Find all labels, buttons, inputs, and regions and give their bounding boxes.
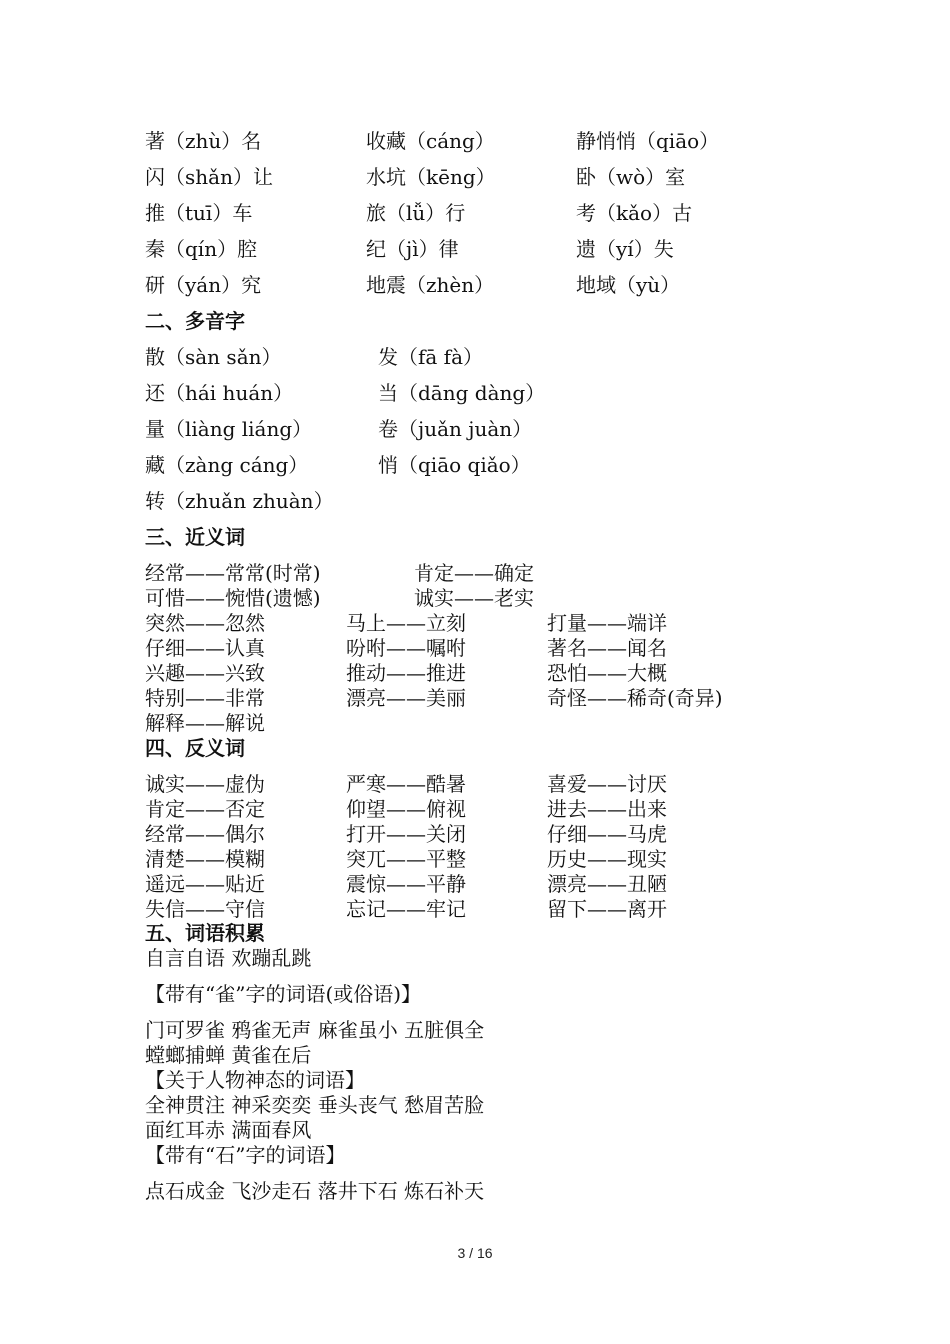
pinyin-item: 遗（yí）失: [576, 237, 674, 261]
polyphonic-item: 量（liàng liáng）: [145, 417, 313, 441]
section-heading-antonyms: 四、反义词: [145, 736, 245, 760]
polyphonic-item: 悄（qiāo qiǎo）: [378, 453, 531, 477]
antonym-pair: 仔细——马虎: [547, 822, 667, 846]
vocabulary-line: 全神贯注 神采奕奕 垂头丧气 愁眉苦脸: [145, 1093, 485, 1117]
antonym-pair: 失信——守信: [145, 897, 265, 921]
synonym-pair: 奇怪——稀奇(奇异): [547, 686, 723, 710]
pinyin-item: 著（zhù）名: [145, 129, 262, 153]
polyphonic-item: 藏（zàng cáng）: [145, 453, 309, 477]
polyphonic-item: 当（dāng dàng）: [378, 381, 546, 405]
antonym-pair: 经常——偶尔: [145, 822, 265, 846]
vocabulary-line: 自言自语 欢蹦乱跳: [145, 946, 312, 970]
antonym-pair: 震惊——平静: [346, 872, 466, 896]
pinyin-item: 收藏（cáng）: [366, 129, 495, 153]
pinyin-item: 卧（wò）室: [576, 165, 686, 189]
antonym-pair: 遥远——贴近: [145, 872, 265, 896]
vocabulary-subheading: 【带有“石”字的词语】: [145, 1143, 346, 1167]
vocabulary-line: 门可罗雀 鸦雀无声 麻雀虽小 五脏俱全: [145, 1018, 485, 1042]
synonym-pair: 突然——忽然: [145, 611, 265, 635]
pinyin-item: 秦（qín）腔: [145, 237, 258, 261]
antonym-pair: 突兀——平整: [346, 847, 466, 871]
antonym-pair: 打开——关闭: [346, 822, 466, 846]
page-number: 3 / 16: [457, 1245, 493, 1261]
pinyin-item: 考（kǎo）古: [576, 201, 693, 225]
synonym-pair: 恐怕——大概: [547, 661, 667, 685]
synonym-pair: 特别——非常: [145, 686, 265, 710]
antonym-pair: 清楚——模糊: [145, 847, 265, 871]
synonym-pair: 经常——常常(时常): [145, 561, 321, 585]
synonym-pair: 漂亮——美丽: [346, 686, 466, 710]
synonym-pair: 可惜——惋惜(遗憾): [145, 586, 321, 610]
polyphonic-item: 卷（juǎn juàn）: [378, 417, 533, 441]
synonym-pair: 仔细——认真: [145, 636, 265, 660]
vocabulary-subheading: 【关于人物神态的词语】: [145, 1068, 365, 1092]
pinyin-item: 旅（lǚ）行: [366, 201, 466, 225]
antonym-pair: 肯定——否定: [145, 797, 265, 821]
synonym-pair: 打量——端详: [547, 611, 667, 635]
pinyin-item: 研（yán）究: [145, 273, 262, 297]
synonym-pair: 吩咐——嘱咐: [346, 636, 466, 660]
synonym-pair: 肯定——确定: [414, 561, 534, 585]
synonym-pair: 解释——解说: [145, 711, 265, 735]
antonym-pair: 忘记——牢记: [346, 897, 466, 921]
vocabulary-subheading: 【带有“雀”字的词语(或俗语)】: [145, 982, 422, 1006]
polyphonic-item: 还（hái huán）: [145, 381, 294, 405]
polyphonic-item: 发（fā fà）: [378, 345, 484, 369]
antonym-pair: 喜爱——讨厌: [547, 772, 667, 796]
pinyin-item: 纪（jì）律: [366, 237, 459, 261]
section-heading-synonyms: 三、近义词: [145, 525, 245, 549]
pinyin-item: 静悄悄（qiāo）: [576, 129, 720, 153]
antonym-pair: 诚实——虚伪: [145, 772, 265, 796]
vocabulary-line: 点石成金 飞沙走石 落井下石 炼石补天: [145, 1179, 485, 1203]
pinyin-item: 闪（shǎn）让: [145, 165, 273, 189]
synonym-pair: 兴趣——兴致: [145, 661, 265, 685]
polyphonic-item: 散（sàn sǎn）: [145, 345, 282, 369]
pinyin-item: 推（tuī）车: [145, 201, 253, 225]
pinyin-item: 地域（yù）: [576, 273, 681, 297]
polyphonic-item: 转（zhuǎn zhuàn）: [145, 489, 334, 513]
antonym-pair: 留下——离开: [547, 897, 667, 921]
section-heading-polyphonic: 二、多音字: [145, 309, 245, 333]
vocabulary-line: 螳螂捕蝉 黄雀在后: [145, 1043, 312, 1067]
antonym-pair: 进去——出来: [547, 797, 667, 821]
pinyin-item: 水坑（kēng）: [366, 165, 496, 189]
synonym-pair: 著名——闻名: [547, 636, 667, 660]
antonym-pair: 仰望——俯视: [346, 797, 466, 821]
pinyin-item: 地震（zhèn）: [366, 273, 495, 297]
vocabulary-line: 面红耳赤 满面春风: [145, 1118, 312, 1142]
antonym-pair: 漂亮——丑陋: [547, 872, 667, 896]
antonym-pair: 严寒——酷暑: [346, 772, 466, 796]
synonym-pair: 推动——推进: [346, 661, 466, 685]
antonym-pair: 历史——现实: [547, 847, 667, 871]
synonym-pair: 马上——立刻: [346, 611, 466, 635]
section-heading-vocabulary: 五、词语积累: [145, 921, 265, 945]
synonym-pair: 诚实——老实: [414, 586, 534, 610]
